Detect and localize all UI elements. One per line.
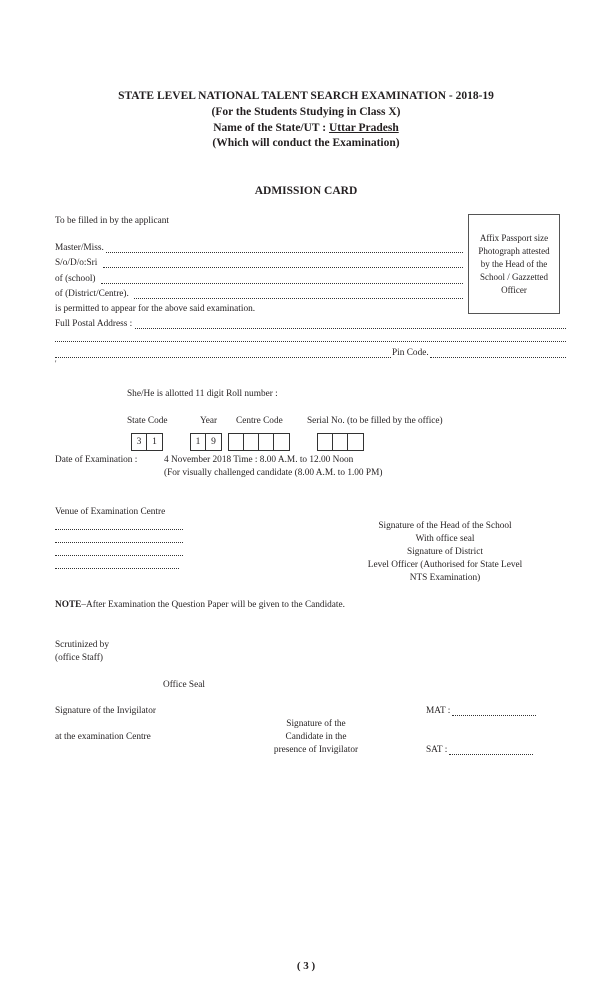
- candidate-sig-line-1: Signature of the: [286, 719, 346, 729]
- sat-field[interactable]: [449, 754, 533, 755]
- address-label: Full Postal Address :: [55, 319, 133, 329]
- photo-text-4: School / Gazzetted: [480, 271, 548, 282]
- head-sig-line-4: Level Officer (Authorised for State Level: [367, 560, 523, 570]
- venue-line-3[interactable]: [55, 555, 183, 556]
- state-label: Name of the State/UT :: [213, 122, 327, 134]
- head-signature-block: [340, 520, 550, 585]
- exam-date-label: Date of Examination :: [55, 455, 138, 465]
- photo-text-1: Affix Passport size: [479, 232, 549, 243]
- sat-label: SAT :: [426, 745, 448, 755]
- head-sig-line-5: NTS Examination): [409, 573, 481, 583]
- applicant-intro: To be filled in by the applicant: [55, 216, 169, 226]
- head-sig-line-2: With office seal: [415, 534, 475, 544]
- note: [55, 600, 345, 610]
- parent-label: S/o/D/o:Sri: [55, 258, 98, 268]
- district-label: of (District/Centre).: [55, 289, 129, 299]
- roll-intro: She/He is allotted 11 digit Roll number :: [127, 389, 278, 399]
- year-label: Year: [200, 416, 218, 426]
- serial-digit: [318, 434, 333, 450]
- state-code-digit: 3: [132, 434, 147, 450]
- centre-code-digit: [274, 434, 289, 450]
- name-label: Master/Miss.: [55, 243, 104, 253]
- venue-label: Venue of Examination Centre: [55, 507, 166, 517]
- conduct-note: (Which will conduct the Examination): [212, 137, 400, 149]
- venue-line-4[interactable]: [55, 568, 179, 569]
- photo-text-2: Photograph attested: [478, 245, 550, 256]
- exam-subtitle: (For the Students Studying in Class X): [211, 106, 401, 118]
- candidate-signature-block: [256, 718, 376, 757]
- candidate-sig-line-2: Candidate in the: [285, 732, 347, 742]
- parent-field[interactable]: [103, 267, 463, 268]
- school-field[interactable]: [101, 283, 463, 284]
- state-code-box[interactable]: [131, 433, 163, 451]
- admission-card-title: ADMISSION CARD: [254, 185, 358, 197]
- address-field-line-2[interactable]: [55, 341, 566, 342]
- office-seal-label: Office Seal: [163, 680, 205, 690]
- mat-label: MAT :: [426, 706, 451, 716]
- serial-label: Serial No. (to be filled by the office): [307, 416, 443, 426]
- scrutinized-label: Scrutinized by: [55, 640, 109, 650]
- address-field-line-1[interactable]: [135, 328, 566, 329]
- permitted-text: is permitted to appear for the above said examination.: [55, 304, 256, 314]
- venue-line-1[interactable]: [55, 529, 183, 530]
- note-label: NOTE: [55, 600, 82, 610]
- state-code-digit: 1: [152, 437, 157, 447]
- state-value: Uttar Pradesh: [328, 122, 399, 134]
- office-staff-label: (office Staff): [55, 653, 103, 663]
- centre-code-digit: [244, 434, 259, 450]
- photo-text-5: Officer: [501, 284, 527, 295]
- page-number: ( 3 ): [296, 960, 316, 972]
- year-box[interactable]: [190, 433, 222, 451]
- invigilator-sig-label: Signature of the Invigilator: [55, 706, 156, 716]
- centre-code-digit: [229, 434, 244, 450]
- pin-label: Pin Code.: [392, 348, 429, 358]
- centre-code-label: Centre Code: [236, 416, 283, 426]
- serial-digit: [348, 434, 363, 450]
- exam-vc-timing: (For visually challenged candidate (8.00 A.M. to 1.00 PM): [164, 468, 383, 478]
- serial-box[interactable]: [317, 433, 364, 451]
- candidate-sig-line-3: presence of Invigilator: [273, 745, 359, 755]
- mat-field[interactable]: [452, 715, 536, 716]
- stray-mark: ': [55, 359, 57, 368]
- note-text: –After Examination the Question Paper will be given to the Candidate.: [81, 600, 345, 610]
- photo-box[interactable]: [468, 214, 560, 314]
- serial-digit: [333, 434, 348, 450]
- district-field[interactable]: [134, 298, 463, 299]
- school-label: of (school): [55, 274, 96, 284]
- state-line: [0, 122, 612, 134]
- centre-code-box[interactable]: [228, 433, 290, 451]
- year-digit: 1: [191, 434, 206, 450]
- centre-code-digit: [259, 434, 274, 450]
- photo-text-3: by the Head of the: [480, 258, 548, 269]
- head-sig-line-1: Signature of the Head of the School: [378, 521, 512, 531]
- venue-line-2[interactable]: [55, 542, 183, 543]
- name-field[interactable]: [106, 252, 463, 253]
- exam-timing: 4 November 2018 Time : 8.00 A.M. to 12.00 Noon: [164, 455, 354, 465]
- invigilator-centre-label: at the examination Centre: [55, 732, 151, 742]
- exam-title: STATE LEVEL NATIONAL TALENT SEARCH EXAMINATION - 2018-19: [118, 90, 494, 102]
- address-field-line-3[interactable]: [55, 357, 391, 358]
- state-code-label: State Code: [127, 416, 168, 426]
- head-sig-line-3: Signature of District: [407, 547, 483, 557]
- pin-field[interactable]: [430, 357, 566, 358]
- year-digit: 9: [211, 437, 216, 447]
